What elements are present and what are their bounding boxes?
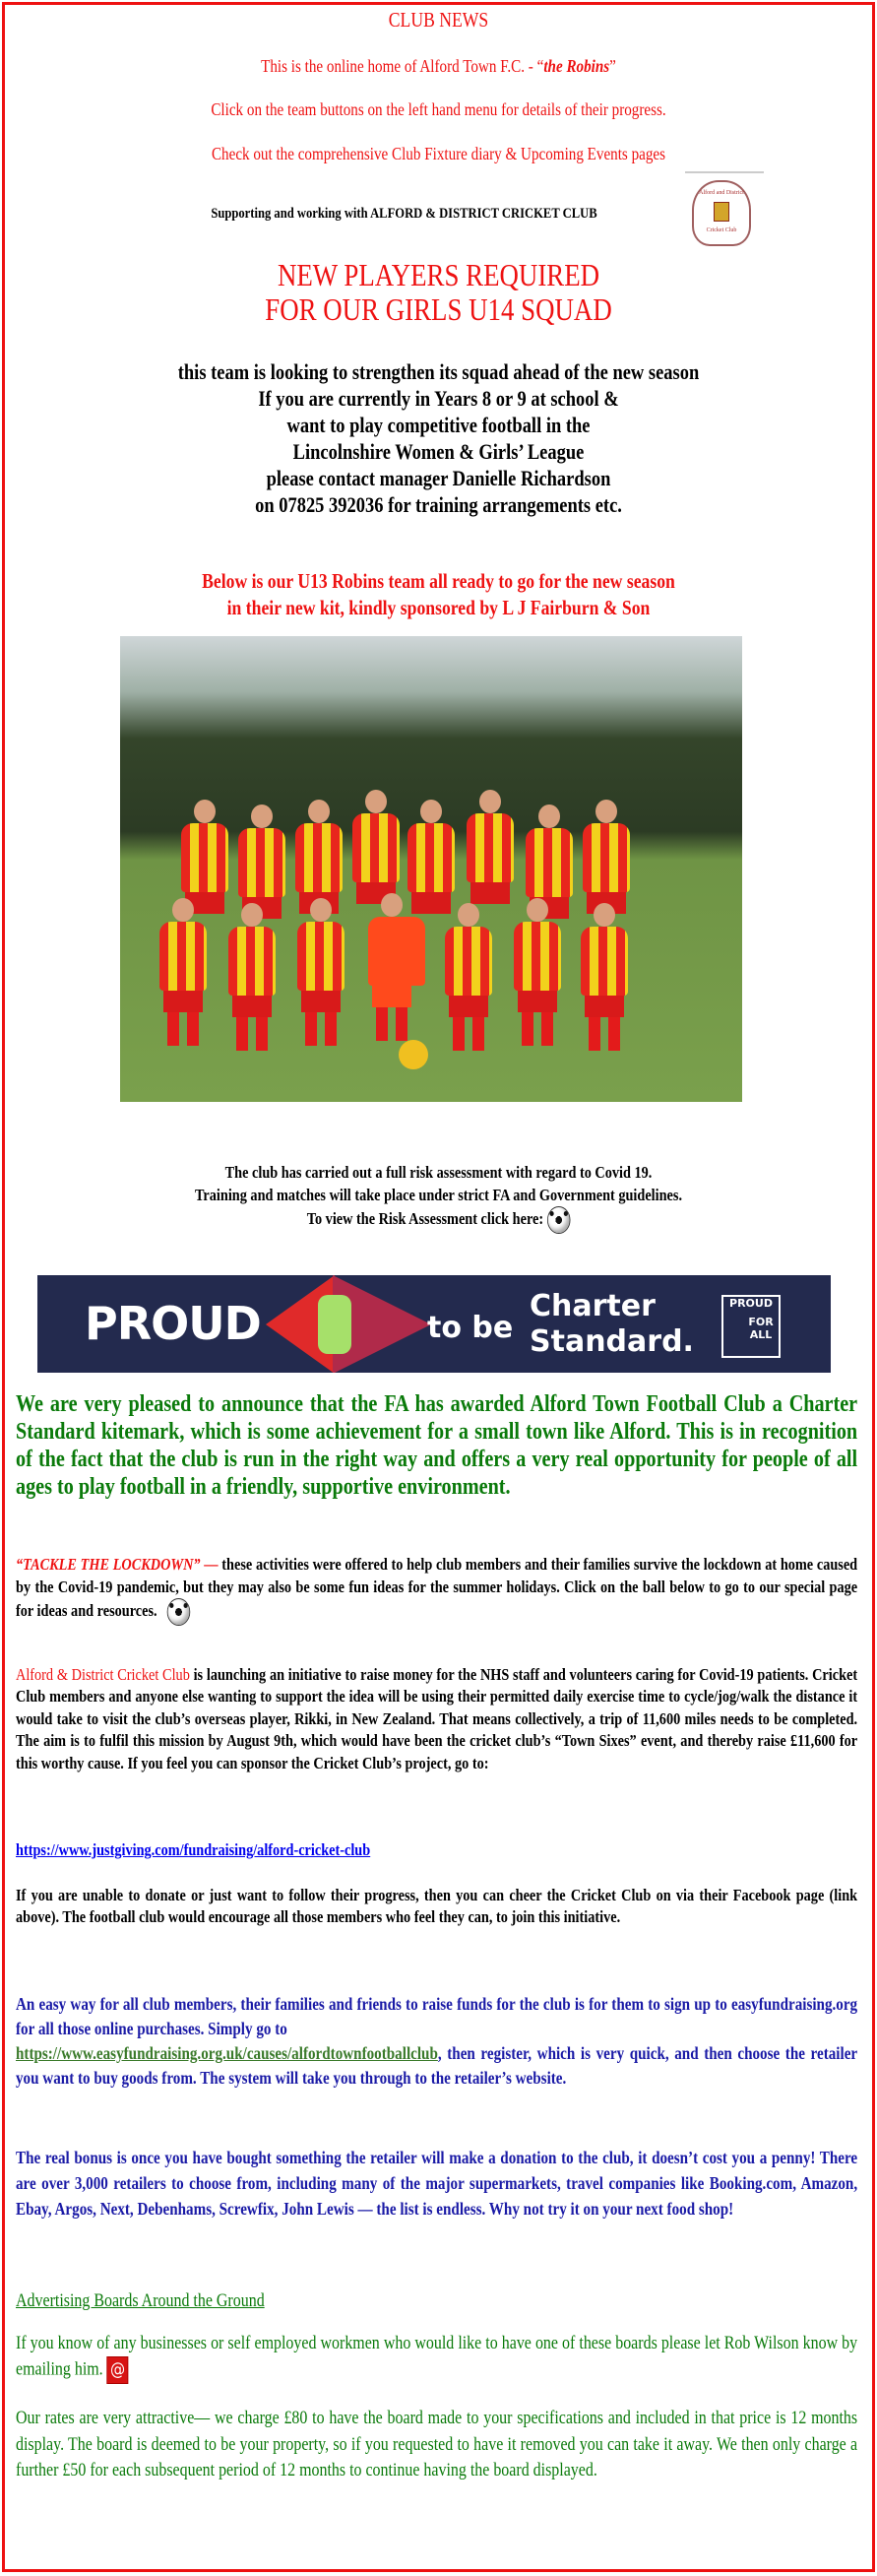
player <box>581 927 628 996</box>
risk-assessment-ball-icon[interactable] <box>547 1206 571 1234</box>
tackle-lockdown-paragraph <box>16 1554 857 1626</box>
intro-prefix: This is the online home of Alford Town F.C. - “ <box>261 56 544 76</box>
player <box>407 823 455 892</box>
u13-caption-line-1: Below is our U13 Robins team all ready to go for the new season <box>202 569 675 593</box>
player <box>297 922 345 991</box>
banner-to-be: to be <box>427 1311 514 1345</box>
cricket-club-name: Alford & District Cricket Club <box>16 1665 190 1684</box>
banner-standard: Standard. <box>530 1324 694 1359</box>
team-buttons-note: Click on the team buttons on the left hand menu for details of their progress. <box>211 99 666 119</box>
advertising-heading: Advertising Boards Around the Ground <box>16 2290 265 2311</box>
tackle-lockdown-title: “TACKLE THE LOCKDOWN” <box>16 1555 201 1574</box>
banner-proud: PROUD <box>85 1297 261 1350</box>
recruitment-headline <box>70 258 806 327</box>
recruitment-line: this team is looking to strengthen its squad ahead of the new season <box>177 359 700 384</box>
easyfundraising-link[interactable]: https://www.easyfundraising.org.uk/causes/alfordtownfootballclub <box>16 2043 438 2063</box>
cricket-initiative-body: is launching an initiative to raise money for the NHS staff and volunteers caring for Covid-19 patients. Cricket Club members and anyone else wanting to support the idea will be using their permitted daily exercise time to cycle/jog/walk the distance it would take to visit the club’s overseas player, Rikki, in New Zealand. That means collectively, a trip of 11,600 miles needs to be completed. The aim is to fulfil this mission by August 9th, which would have been the cricket club’s “Town Sixes” event, and thereby raise £11,600 for this worthy cause. If you feel you can sponsor the Cricket Club’s project, go to: <box>16 1665 858 1772</box>
player <box>238 828 285 897</box>
recruitment-body <box>70 358 806 518</box>
player <box>159 922 207 991</box>
supporting-cricket-club: Supporting and working with ALFORD & DISTRICT CRICKET CLUB <box>211 206 597 222</box>
badge-proud: PROUD <box>729 1297 773 1310</box>
divider <box>685 171 764 173</box>
justgiving-link-row <box>16 1840 857 1860</box>
football <box>399 1040 428 1069</box>
recruitment-line: If you are currently in Years 8 or 9 at school & <box>258 386 619 411</box>
covid-line: The club has carried out a full risk assessment with regard to Covid 19. <box>224 1163 653 1182</box>
fa-for-all-badge <box>721 1295 781 1358</box>
charter-standard-banner <box>37 1275 831 1373</box>
logo-text-top: Alford and District <box>699 190 744 196</box>
headline-line-1: NEW PLAYERS REQUIRED <box>277 257 600 292</box>
player <box>228 927 276 996</box>
recruitment-line: want to play competitive football in the <box>286 413 591 437</box>
u13-team-photo <box>120 636 742 1102</box>
intro-suffix: ” <box>609 56 616 76</box>
intro-line <box>70 56 806 77</box>
player <box>526 828 573 897</box>
tackle-lockdown-body: these activities were offered to help club members and their families survive the lockdown at home caused by the Covid-19 pandemic, but they may also be some fun ideas for the summer holidays. Click on the ball below to go to our special page for ideas and resources. <box>16 1555 858 1620</box>
banner-child-figure <box>318 1295 351 1354</box>
advertising-contact-text: If you know of any businesses or self employed workmen who would like to have one of these boards please let Rob Wilson know by emailing him. <box>16 2333 858 2380</box>
player <box>514 922 561 991</box>
advertising-contact <box>16 2331 857 2384</box>
u13-caption <box>70 568 806 621</box>
recruitment-line: please contact manager Danielle Richardson <box>266 466 611 490</box>
cricket-follow-paragraph: If you are unable to donate or just want to follow their progress, then you can cheer the Cricket Club on via their Facebook page (link above). The football club would encourage all those members who feel they can, to join this initiative. <box>16 1886 858 1926</box>
badge-for: FOR <box>748 1316 774 1328</box>
windmill-icon <box>714 202 729 222</box>
cricket-initiative-paragraph <box>16 1664 857 1774</box>
u13-caption-line-2: in their new kit, kindly sponsored by L J Fairburn & Son <box>226 596 651 619</box>
player <box>295 823 343 892</box>
club-news-title: CLUB NEWS <box>388 8 489 32</box>
covid-line: To view the Risk Assessment click here: <box>306 1208 544 1228</box>
email-icon[interactable]: @ <box>107 2356 129 2384</box>
covid-notice <box>70 1161 806 1234</box>
badge-all: ALL <box>749 1328 773 1341</box>
easyfundraising-intro: An easy way for all club members, their families and friends to raise funds for the club is for them to sign up to easyfundraising.org for all those online purchases. Simply go to <box>16 1994 858 2038</box>
logo-text-bottom: Cricket Club <box>706 227 737 233</box>
player <box>352 813 400 882</box>
banner-charter: Charter <box>530 1289 656 1323</box>
dash: — <box>200 1555 222 1574</box>
recruitment-line: Lincolnshire Women & Girls’ League <box>292 439 585 464</box>
cricket-club-logo[interactable] <box>692 180 751 246</box>
recruitment-line: on 07825 392036 for training arrangements etc. <box>255 492 622 517</box>
intro-robins: the Robins <box>543 56 610 76</box>
easyfundraising-paragraph <box>16 1992 857 2091</box>
player <box>181 823 228 892</box>
player <box>445 927 492 996</box>
headline-line-2: FOR OUR GIRLS U14 SQUAD <box>265 291 612 327</box>
player <box>583 823 630 892</box>
fixture-diary-note: Check out the comprehensive Club Fixture diary & Upcoming Events pages <box>211 144 666 163</box>
easyfundraising-bonus: The real bonus is once you have bought something the retailer will make a donation to the club, it doesn’t cost you a penny! There are over 3,000 retailers to choose from, including many of the major supermarkets, travel companies like Booking.com, Amazon, Ebay, Argos, Next, Debenhams, Screwfix, John Lewis — the list is endless. Why not try it on your next food shop! <box>16 2148 858 2219</box>
tackle-lockdown-ball-icon[interactable] <box>167 1598 191 1626</box>
easyfundraising-after-link: , then register, which is very quick, and then choose the retailer you want to buy goods from. The system will take you through to the retailer’s website. <box>16 2043 858 2088</box>
charter-announcement: We are very pleased to announce that the FA has awarded Alford Town Football Club a Charter Standard kitemark, which is some achievement for a small town like Alford. This is in recognition of the fact that the club is run in the right way and offers a very real opportunity for people of all ages to play football in a friendly, supportive environment. <box>16 1391 858 1500</box>
covid-line: Training and matches will take place under strict FA and Government guidelines. <box>194 1186 683 1204</box>
banner-charter-standard <box>530 1289 694 1360</box>
goalkeeper <box>368 917 425 986</box>
advertising-rates: Our rates are very attractive— we charge £80 to have the board made to your specifications and included in that price is 12 months display. The board is deemed to be your property, so if you requested to have it removed you can take it away. We then only charge a further £50 for each subsequent period of 12 months to continue having the board displayed. <box>16 2408 858 2480</box>
justgiving-link[interactable]: https://www.justgiving.com/fundraising/alford-cricket-club <box>16 1840 371 1859</box>
player <box>467 813 514 882</box>
